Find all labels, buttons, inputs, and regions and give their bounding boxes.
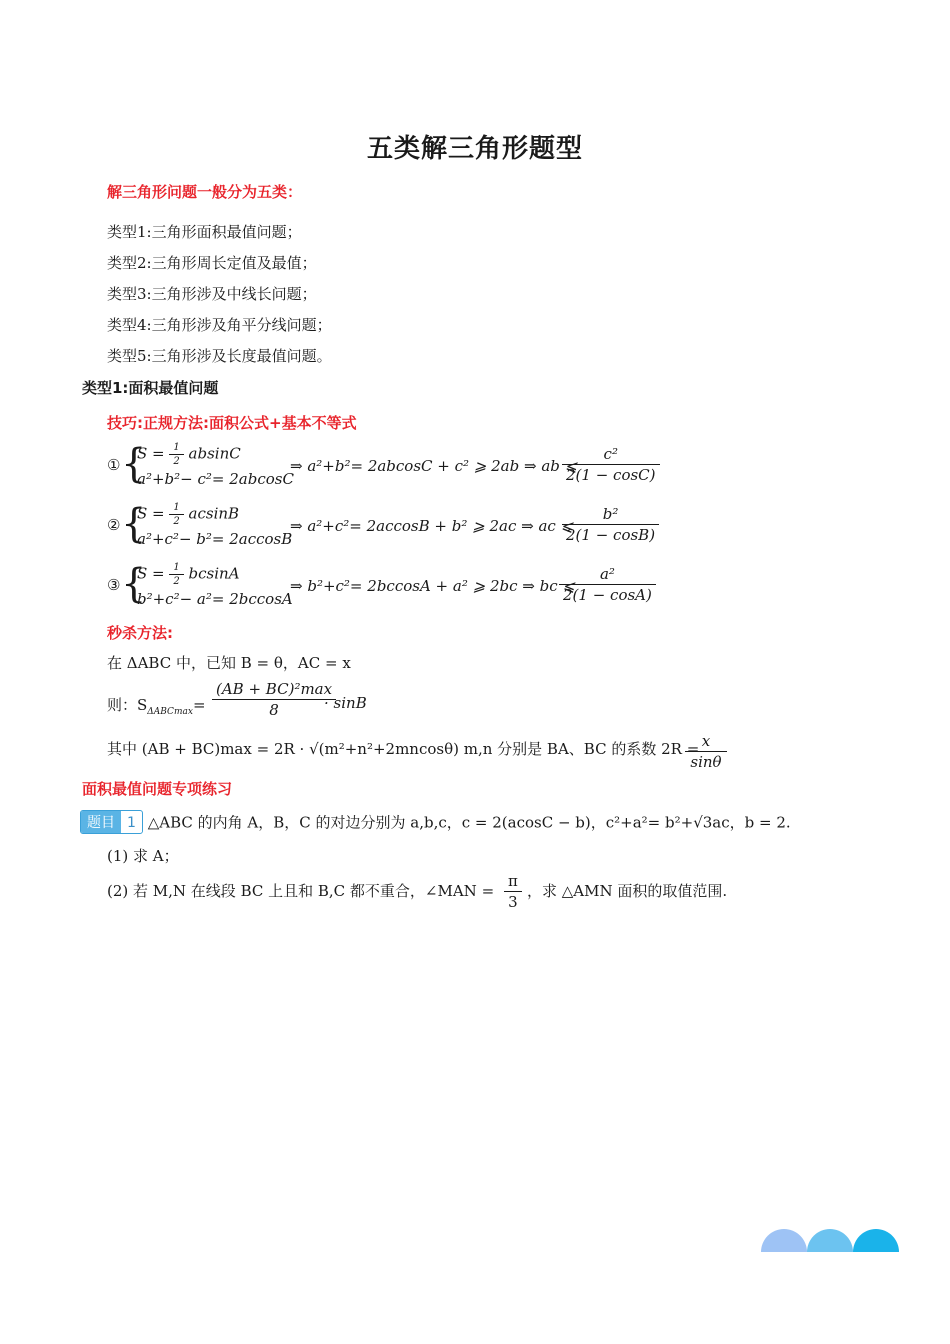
where-fraction: $\frac{x}{\sin\theta}$ (685, 732, 727, 771)
page-title: 五类解三角形题型 (366, 134, 583, 164)
decor-circle-3 (853, 1229, 899, 1254)
problem-badge: 题目 1 (80, 810, 143, 834)
formula-2-rhs: ⇒ a²+c²= 2accosB + b² ⩾ 2ac ⇒ ac ⩽ (290, 517, 574, 535)
problem-1 (80, 810, 791, 834)
formula-2-label: ② (107, 516, 121, 534)
question-2-fraction: $\frac{\pi}{3}$ (504, 872, 522, 911)
practice-heading: 面积最值问题专项练习 (82, 780, 233, 798)
type-item-4: 类型4:三角形涉及角平分线问题； (107, 316, 332, 334)
area-max-fraction: (AB + BC)²max 8 (212, 680, 336, 719)
type-item-1: 类型1:三角形面积最值问题； (107, 223, 302, 241)
formula-3-fraction: $\frac{\text{a²}}{2(1 - \cos A)}$ (559, 565, 656, 604)
decor-circle-2 (807, 1229, 853, 1254)
formula-3-sys1: S = $\frac{1}{2}$ bcsinA (137, 562, 240, 587)
question-1: (1) 求 A； (107, 847, 179, 865)
formula-3-label: ③ (107, 576, 121, 594)
section-heading-type1: 类型1:面积最值问题 (82, 379, 219, 397)
type-item-3: 类型3:三角形涉及中线长问题； (107, 285, 317, 303)
type-item-2: 类型2:三角形周长定值及最值； (107, 254, 317, 272)
formula-1-rhs: ⇒ a²+b²= 2abcosC + c² ⩾ 2ab ⇒ ab ⩽ (290, 457, 578, 475)
formula-2-fraction: $\frac{\text{b²}}{2(1 - \cos B)}$ (562, 505, 659, 544)
tip-heading: 技巧:正规方法:面积公式+基本不等式 (107, 414, 357, 432)
formula-1-sys2: a²+b²− c²= 2abcosC (137, 470, 294, 488)
given-line: 在 ΔABC 中，已知 B = θ，AC = x (107, 654, 351, 672)
shortcut-heading: 秒杀方法: (107, 624, 173, 642)
formula-1-brace: { (121, 441, 147, 487)
where-text: 其中 (AB + BC)max = 2R · √(m²+n²+2mncosθ) m,n 分别是 BA、BC 的系数 2R = (107, 740, 700, 758)
formula-1-sys1: S = $\frac{1}{2}$ absinC (137, 442, 241, 467)
formula-2-sys2: a²+c²− b²= 2accosB (137, 530, 293, 548)
area-max-tail: · sinB (324, 694, 367, 712)
intro-heading: 解三角形问题一般分为五类： (107, 183, 303, 201)
formula-1-fraction: $\frac{\text{c²}}{2(1 - \cos C)}$ (562, 445, 660, 484)
formula-3-rhs: ⇒ b²+c²= 2bccosA + a² ⩾ 2bc ⇒ bc ⩽ (290, 577, 575, 595)
formula-2-sys1: S = $\frac{1}{2}$ acsinB (137, 502, 240, 527)
decorative-circles (760, 1226, 902, 1254)
formula-3-brace: { (121, 561, 147, 607)
formula-2-brace: { (121, 501, 147, 547)
decor-circle-1 (761, 1229, 807, 1254)
formula-1-label: ① (107, 456, 121, 474)
problem-text: △ABC 的内角 A，B，C 的对边分别为 a,b,c，c = 2(acosC − b)，c²+a²= b²+√3ac，b = 2. (147, 813, 791, 832)
formula-3-sys2: b²+c²− a²= 2bccosA (137, 590, 293, 608)
type-item-5: 类型5:三角形涉及长度最值问题。 (107, 347, 332, 365)
area-max-prefix: 则：$S_{\Delta ABCmax}=$ (107, 696, 206, 717)
